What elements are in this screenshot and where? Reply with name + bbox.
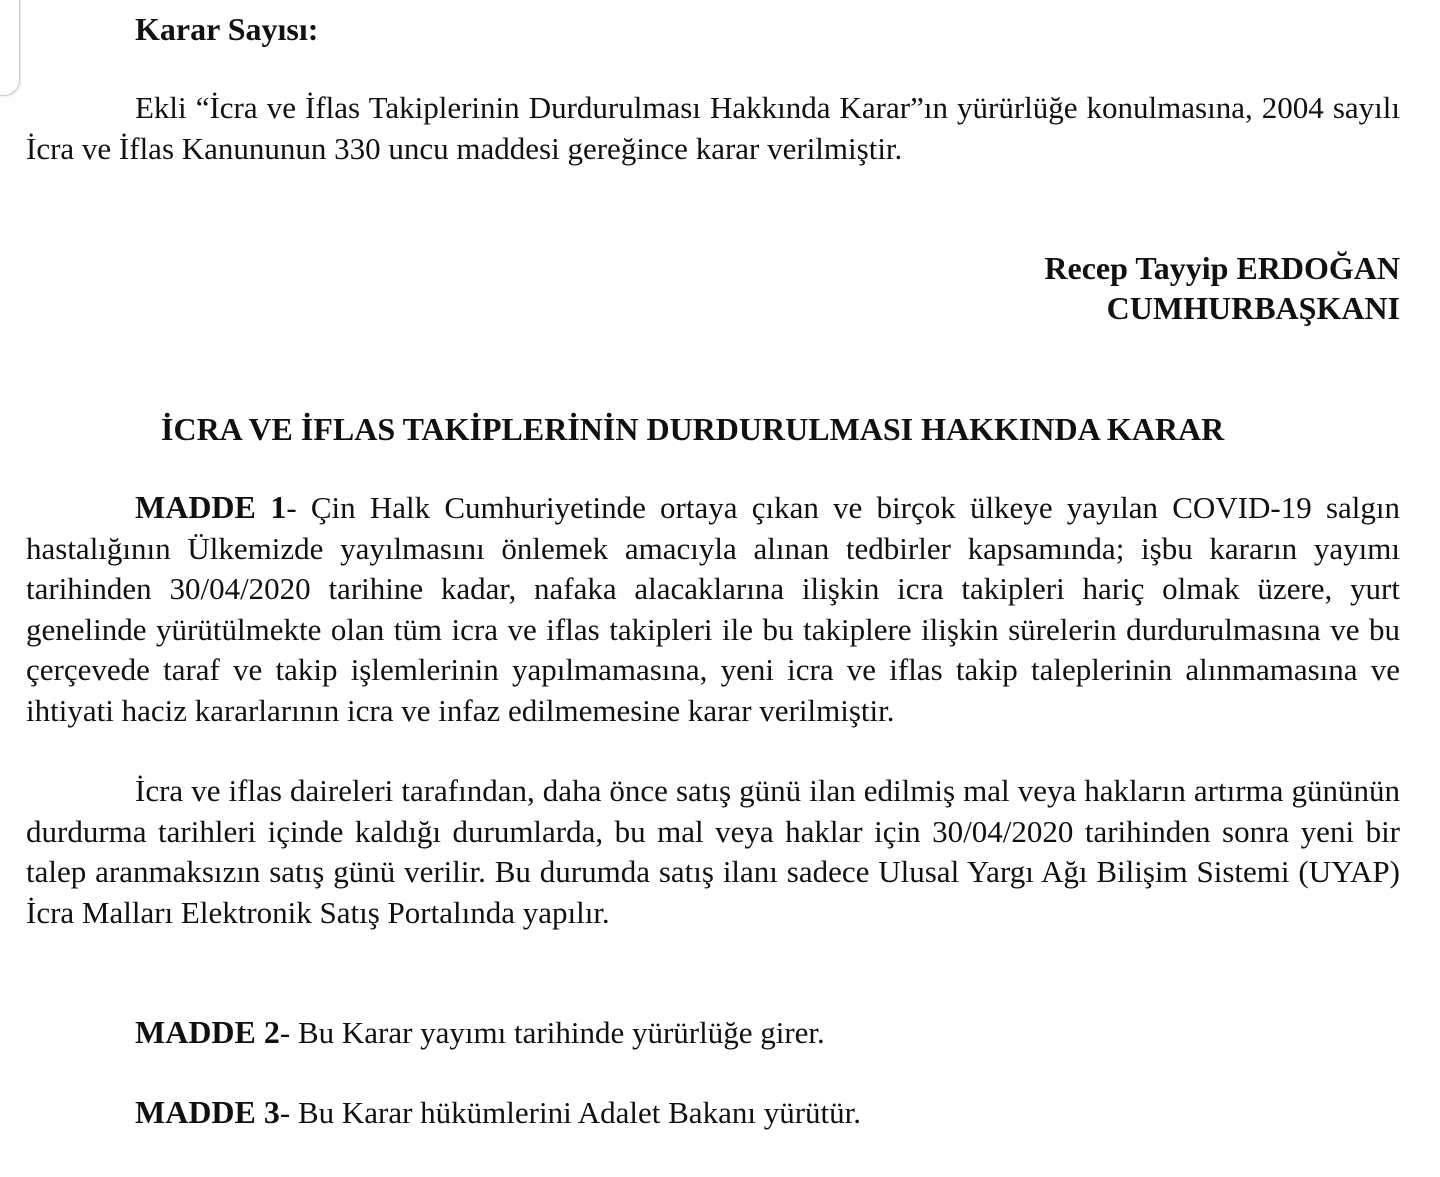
article-1-paragraph-1 xyxy=(26,487,1400,731)
article-3-text: - Bu Karar hükümlerini Adalet Bakanı yürütür. xyxy=(279,1095,861,1130)
karar-sayisi-label: Karar Sayısı: xyxy=(135,11,319,47)
article-1-text: - Çin Halk Cumhuriyetinde ortaya çıkan ve birçok ülkeye yayılan COVID-19 salgın hastalığının Ülkemizde yayılmasını önlemek amacıyla alınan tedbirler kapsamında; işbu kararın yayımı tarihinden 30/04/2020 tarihine kadar, nafaka alacaklarına ilişkin icra takipleri hariç olmak üzere, yurt genelinde yürütülmekte olan tüm icra ve iflas takipleri ile bu takiplere ilişkin sürelerin durdurulmasına ve bu çerçevede taraf ve takip işlemlerinin yapılmamasına, yeni icra ve iflas takip taleplerinin alınmamasına ve ihtiyati haciz kararlarının icra ve infaz edilmemesine karar verilmiştir. xyxy=(26,490,1400,728)
article-3-label: MADDE 3 xyxy=(135,1094,280,1130)
article-2-label: MADDE 2 xyxy=(135,1014,280,1050)
article-1-label: MADDE 1 xyxy=(135,489,287,525)
article-2-paragraph xyxy=(135,1012,825,1053)
article-2-text: - Bu Karar yayımı tarihinde yürürlüğe girer. xyxy=(279,1015,825,1050)
signatory-title: CUMHURBAŞKANI xyxy=(1106,290,1400,326)
article-1-paragraph-2: İcra ve iflas daireleri tarafından, daha önce satış günü ilan edilmiş mal veya hakların artırma gününün durdurma tarihleri içinde kaldığı durumlarda, bu mal veya haklar için 30/04/2020 tarihinden sonra yeni bir talep aranmaksızın satış günü verilir. Bu durumda satış ilanı sadece Ulusal Yargı Ağı Bilişim Sistemi (UYAP) İcra Malları Elektronik Satış Portalında yapılır. xyxy=(26,773,1400,930)
page-corner-edge xyxy=(0,0,20,96)
signature-block xyxy=(1044,248,1400,328)
preamble-paragraph: Ekli “İcra ve İflas Takiplerinin Durdurulması Hakkında Karar”ın yürürlüğe konulmasına, 2004 sayılı İcra ve İflas Kanununun 330 uncu maddesi gereğince karar verilmiştir. xyxy=(26,90,1400,166)
article-3-paragraph xyxy=(135,1092,861,1133)
signatory-name: Recep Tayyip ERDOĞAN xyxy=(1044,250,1400,286)
decree-title: İCRA VE İFLAS TAKİPLERİNİN DURDURULMASI HAKKINDA KARAR xyxy=(161,411,1225,447)
